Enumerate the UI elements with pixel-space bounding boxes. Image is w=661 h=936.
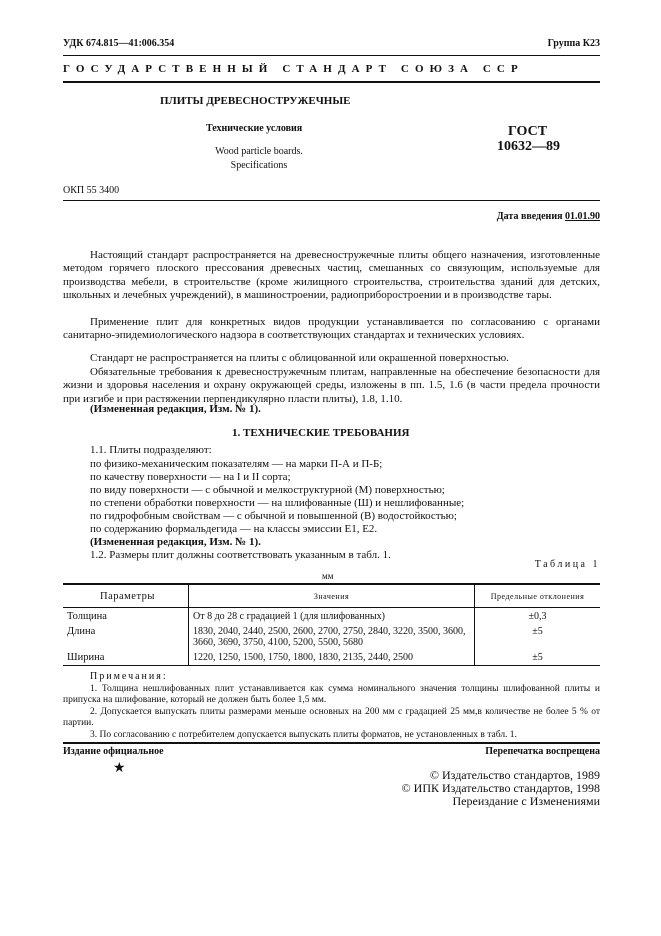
reissue-note: Переиздание с Изменениями [452,794,600,808]
list-item: по физико-механическим показателям — на марки П-А и П-Б; [90,458,383,470]
section-amendment-note: (Измененная редакция, Изм. № 1). [90,536,261,548]
english-subtitle: Specifications [230,160,288,171]
copyright-line-2: © ИПК Издательство стандартов, 1998 [401,781,600,795]
table-cell: ±0,3 [528,611,547,622]
intro-amendment-note: (Измененная редакция, Изм. № 1). [90,403,261,415]
okp-code: ОКП 55 3400 [63,185,120,196]
title-rule [63,200,600,201]
column-header: Значения [189,584,475,608]
list-item: по виду поверхности — с обычной и мелкоструктурной (М) поверхностью; [90,484,445,496]
intro-date [497,211,600,222]
document-subtitle: Технические условия [206,123,303,134]
table-cell: От 8 до 28 с градацией 1 (для шлифованных) [189,608,475,623]
document-title: ПЛИТЫ ДРЕВЕСНОСТРУЖЕЧНЫЕ [160,95,351,107]
list-item: по содержанию формальдегида — на классы эмиссии Е1, Е2. [90,523,378,535]
table-header-row [63,584,600,608]
notes-heading: Примечания: [90,671,168,682]
table-cell: Длина [67,625,96,637]
dimensions-table [63,583,600,666]
table-row [63,649,600,666]
table-cell: ±5 [475,649,601,666]
gost-label: ГОСТ [508,124,548,139]
star-icon: ★ [113,760,126,776]
intro-paragraph-2: Применение плит для конкретных видов продукции устанавливается по согласованию с органами санитарно-эпидемиологического надзора в соответствующих стандартах и технических условиях. [63,316,600,342]
list-item: по гидрофобным свойствам — с обычной и повышенной (В) водостойкостью; [90,510,457,522]
table-unit: мм [322,571,334,581]
note-1: 1. Толщина нешлифованных плит устанавливается как сумма номинального значения толщины шлифованной плиты и припуска на шлифование, который не должен быть более 1,5 мм. [63,684,600,706]
intro-date-label: Дата введения [496,211,563,222]
intro-paragraph-1: Настоящий стандарт распространяется на древесностружечные плиты общего назначения, изготовленные методом горячего плоского прессования древесных частиц, смешанных со связующим, используемые для производства мебели, в строительстве (кроме жилищного строительства, строительства зданий для детских, школьных и лечебных учреждений), в машиностроении, радиоприборостроении и в производстве тары. [63,249,600,302]
header-double-rule [63,81,600,83]
udk-code: УДК 674.815—41:006.354 [63,38,175,49]
header-rule [63,55,600,56]
table-caption: Таблица 1 [534,559,600,570]
intro-paragraph-4: Обязательные требования к древесностружечным плитам, направленные на обеспечение безопасности для жизни и здоровья населения и охрану окружающей среды, изложены в пп. 1.5, 1.6 (в части предела прочности при изгибе и при растяжении перпендикулярно пласти плиты), 1.8, 1.10. [63,366,600,405]
reprint-forbidden: Перепечатка воспрещена [485,746,600,757]
english-title: Wood particle boards. [215,146,303,157]
note-3: 3. По согласованию с потребителем допускается выпускать плиты форматов, не установленных в табл. 1. [90,730,517,740]
table-cell: Толщина [67,611,107,622]
copyright-line-1: © Издательство стандартов, 1989 [429,768,600,782]
gost-number: 10632—89 [497,139,560,154]
intro-date-value: 01.01.90 [565,211,600,222]
section-heading: 1. ТЕХНИЧЕСКИЕ ТРЕБОВАНИЯ [232,427,410,439]
group-code: Группа К23 [547,38,600,49]
clause-1-1: 1.1. Плиты подразделяют: [90,444,212,456]
table-cell: Ширина [63,649,189,666]
note-2: 2. Допускается выпускать плиты размерами меньше основных на 200 мм с градацией 25 мм,в количестве не более 5 % от партии. [63,707,600,729]
official-edition: Издание официальное [63,746,164,757]
column-header: Предельные отклонения [475,584,601,608]
list-item: по качеству поверхности — на I и II сорта; [90,471,291,483]
state-standard-heading: ГОСУДАРСТВЕННЫЙ СТАНДАРТ СОЮЗА ССР [63,63,524,75]
table-row [63,608,600,623]
clause-1-2: 1.2. Размеры плит должны соответствовать указанным в табл. 1. [90,549,391,561]
table-cell: ±5 [532,625,543,637]
column-header: Параметры [63,584,189,608]
table-row [63,623,600,649]
list-item: по степени обработки поверхности — на шлифованные (Ш) и нешлифованные; [90,497,465,509]
table-cell: 1220, 1250, 1500, 1750, 1800, 1830, 2135, 2440, 2500 [189,649,475,666]
table-cell: 1830, 2040, 2440, 2500, 2600, 2700, 2750, 2840, 3220, 3500, 3600, 3660, 3690, 3750, 4100, 5200, 5500, 5680 [189,623,475,649]
intro-paragraph-3: Стандарт не распространяется на плиты с облицованной или окрашенной поверхностью. [90,352,509,364]
footer-rule [63,742,600,744]
